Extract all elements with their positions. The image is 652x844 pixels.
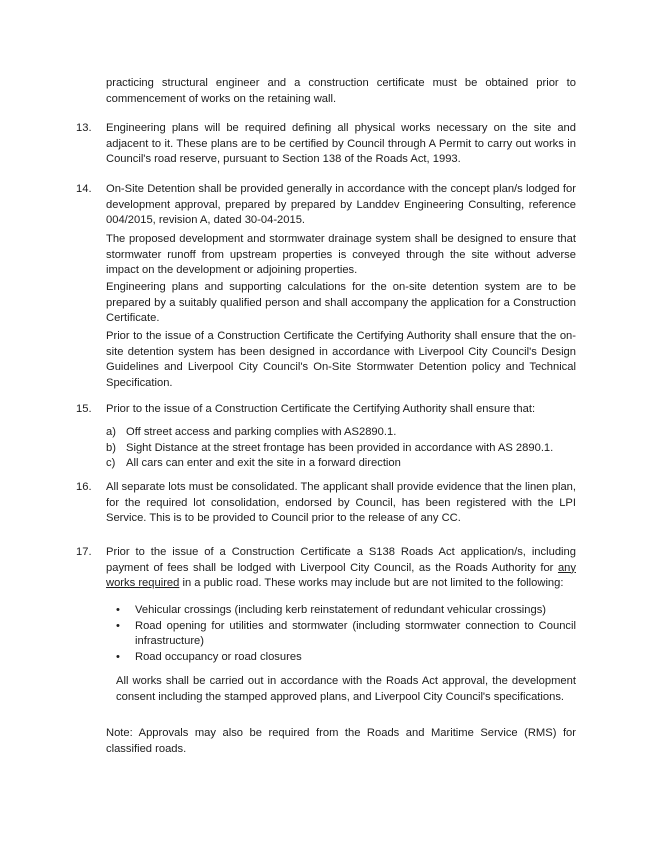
sub-item-text: Off street access and parking complies with AS2890.1. bbox=[126, 426, 397, 438]
sub-item-label: b) bbox=[106, 441, 116, 454]
bullet-text: Road occupancy or road closures bbox=[135, 650, 302, 663]
sub-item-label: a) bbox=[106, 426, 116, 438]
text-segment: in a public road. These works may include but are not limited to the following: bbox=[179, 577, 564, 589]
condition-text: Prior to the issue of a Construction Certificate the Certifying Authority shall ensure that: bbox=[106, 403, 536, 415]
sub-item-text: Sight Distance at the street frontage has been provided in accordance with AS 2890.1. bbox=[126, 441, 554, 454]
condition-number: 17. bbox=[76, 546, 92, 558]
condition-14 bbox=[76, 182, 576, 229]
bullet-item bbox=[116, 650, 576, 666]
condition-text: Engineering plans will be required defining all physical works necessary on the site and adjacent to it. These plans are to be certified by Council through A Permit to carry out works in Council's road reserve, pursuant to Section 138 of the Roads Act, 1993. bbox=[106, 122, 576, 165]
condition-16 bbox=[76, 480, 576, 527]
bullet-icon: • bbox=[116, 619, 120, 632]
bullet-text: Road opening for utilities and stormwater (including stormwater connection to Council infrastructure) bbox=[135, 619, 576, 647]
condition-text: All separate lots must be consolidated. The applicant shall provide evidence that the linen plan, for the required lot consolidation, endorsed by Council, has been registered with the LPI Service. This is to be provided to Council prior to the release of any CC. bbox=[106, 481, 576, 524]
condition-13 bbox=[76, 121, 576, 168]
condition-number: 13. bbox=[76, 122, 92, 134]
note-paragraph: Note: Approvals may also be required from the Roads and Maritime Service (RMS) for classified roads. bbox=[106, 727, 576, 755]
bullet-list bbox=[116, 603, 576, 665]
paragraph: Engineering plans and supporting calculations for the on-site detention system are to be prepared by a suitably qualified person and shall accompany the application for a Construction Certificate. bbox=[106, 281, 576, 324]
paragraph: The proposed development and stormwater drainage system shall be designed to ensure that stormwater runoff from upstream properties is conveyed through the site without adverse impact on the development or adjoining properties. bbox=[106, 233, 576, 276]
condition-text: On-Site Detention shall be provided generally in accordance with the concept plan/s lodged for development approval, prepared by prepared by Landdev Engineering Consulting, reference 004/2015, revision A, dated 30-04-2015. bbox=[106, 183, 576, 226]
sub-list-item bbox=[106, 456, 576, 472]
condition-15 bbox=[76, 402, 576, 418]
condition-17 bbox=[76, 545, 576, 592]
sub-list-item bbox=[106, 425, 576, 441]
condition-number: 15. bbox=[76, 403, 92, 415]
underlined-text: any works required bbox=[106, 561, 576, 589]
sub-item-text: All cars can enter and exit the site in a forward direction bbox=[126, 457, 401, 469]
bullet-item bbox=[116, 619, 576, 650]
intro-continuation: practicing structural engineer and a construction certificate must be obtained prior to commencement of works on the retaining wall. bbox=[106, 77, 576, 105]
bullet-item bbox=[116, 603, 576, 619]
bullet-icon: • bbox=[116, 650, 120, 663]
bullet-text: Vehicular crossings (including kerb reinstatement of redundant vehicular crossings) bbox=[135, 604, 547, 616]
sub-item-label: c) bbox=[106, 457, 116, 469]
condition-text bbox=[106, 545, 576, 592]
bullet-icon: • bbox=[116, 604, 120, 616]
sub-list-item bbox=[106, 441, 576, 457]
condition-number: 14. bbox=[76, 183, 92, 195]
text-segment: Prior to the issue of a Construction Certificate a S138 Roads Act application/s, including payment of fees shall be lodged with Liverpool City Council, as the Roads Authority for bbox=[106, 546, 576, 574]
closing-paragraph: All works shall be carried out in accordance with the Roads Act approval, the development consent including the stamped approved plans, and Liverpool City Council's specifications. bbox=[116, 675, 576, 703]
sub-list bbox=[106, 425, 576, 472]
condition-number: 16. bbox=[76, 481, 92, 493]
paragraph: Prior to the issue of a Construction Certificate the Certifying Authority shall ensure that the on-site detention system has been designed in accordance with Liverpool City Council's Design Guidelines and Liverpool City Council's On-Site Stormwater Detention policy and Technical Specification. bbox=[106, 330, 576, 389]
